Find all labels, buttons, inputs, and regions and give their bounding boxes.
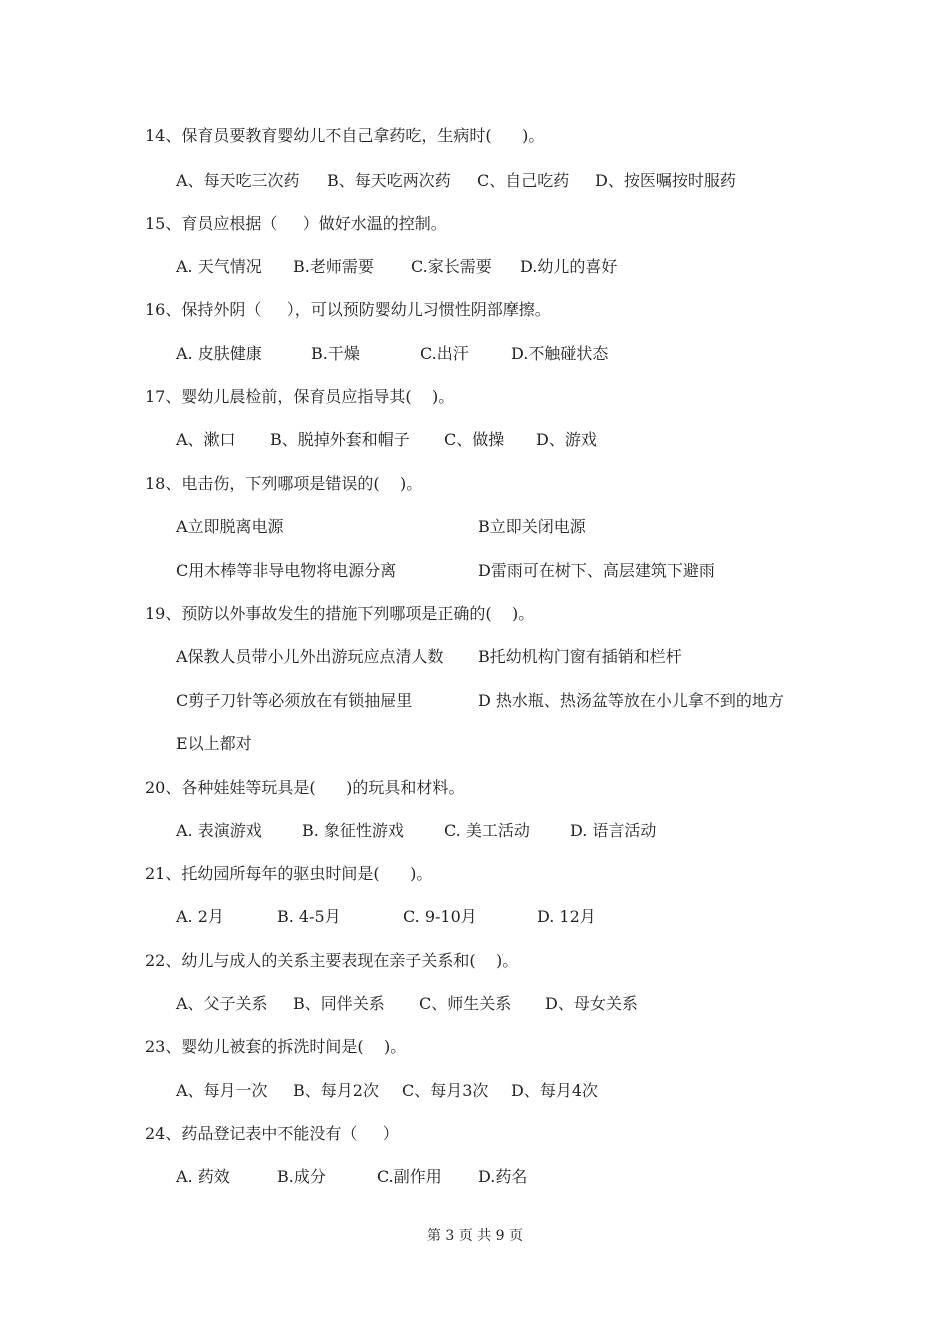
option-d: D、母女关系	[545, 994, 638, 1013]
option-a: A. 皮肤健康	[176, 344, 262, 363]
question-22: 22、幼儿与成人的关系主要表现在亲子关系和( )。	[145, 951, 519, 970]
option-a: A保教人员带小儿外出游玩应点清人数	[176, 647, 444, 666]
option-c: C剪子刀针等必须放在有锁抽屉里	[176, 691, 413, 710]
option-c: C.副作用	[377, 1167, 442, 1186]
option-c: C、做操	[444, 430, 505, 449]
option-d: D. 语言活动	[570, 821, 657, 840]
option-a: A立即脱离电源	[176, 517, 284, 536]
option-a: A、每月一次	[176, 1081, 268, 1100]
option-d: D、按医嘱按时服药	[595, 171, 736, 190]
option-e: E以上都对	[176, 734, 252, 753]
option-b: B立即关闭电源	[478, 517, 586, 536]
option-d: D.幼儿的喜好	[520, 257, 618, 276]
option-a: A. 药效	[176, 1167, 230, 1186]
question-19: 19、预防以外事故发生的措施下列哪项是正确的( )。	[145, 604, 535, 623]
option-b: B. 象征性游戏	[302, 821, 404, 840]
option-b: B. 4-5月	[277, 907, 341, 926]
option-d: D 热水瓶、热汤盆等放在小儿拿不到的地方	[478, 691, 784, 710]
option-d: D雷雨可在树下、高层建筑下避雨	[478, 561, 715, 580]
option-d: D、游戏	[536, 430, 597, 449]
option-c: C.家长需要	[411, 257, 492, 276]
option-b: B.成分	[277, 1167, 326, 1186]
question-24: 24、药品登记表中不能没有（ ）	[145, 1124, 399, 1143]
option-b: B、每月2次	[293, 1081, 379, 1100]
option-c: C. 9-10月	[403, 907, 477, 926]
option-c: C、每月3次	[402, 1081, 489, 1100]
question-17: 17、婴幼儿晨检前，保育员应指导其( )。	[145, 387, 455, 406]
option-a: A、漱口	[176, 430, 236, 449]
option-c: C. 美工活动	[444, 821, 530, 840]
question-20: 20、各种娃娃等玩具是( )的玩具和材料。	[145, 778, 465, 797]
option-d: D. 12月	[537, 907, 596, 926]
question-23: 23、婴幼儿被套的拆洗时间是( )。	[145, 1037, 407, 1056]
option-c: C、师生关系	[419, 994, 512, 1013]
option-a: A. 表演游戏	[176, 821, 262, 840]
option-b: B、同伴关系	[293, 994, 385, 1013]
question-15: 15、育员应根据（ ）做好水温的控制。	[145, 214, 447, 233]
option-d: D.药名	[478, 1167, 528, 1186]
question-21: 21、托幼园所每年的驱虫时间是( )。	[145, 864, 433, 883]
option-b: B、脱掉外套和帽子	[270, 430, 410, 449]
option-d: D.不触碰状态	[511, 344, 609, 363]
question-18: 18、电击伤，下列哪项是错误的( )。	[145, 474, 423, 493]
option-b: B、每天吃两次药	[327, 171, 451, 190]
option-a: A、父子关系	[176, 994, 268, 1013]
page-number-footer: 第 3 页 共 9 页	[426, 1228, 524, 1244]
question-16: 16、保持外阴（ ），可以预防婴幼儿习惯性阴部摩擦。	[145, 300, 551, 319]
option-b: B.老师需要	[293, 257, 374, 276]
option-d: D、每月4次	[511, 1081, 599, 1100]
option-c: C.出汗	[420, 344, 469, 363]
option-c: C、自己吃药	[477, 171, 570, 190]
option-c: C用木棒等非导电物将电源分离	[176, 561, 397, 580]
question-14: 14、保育员要教育婴幼儿不自己拿药吃，生病时( )。	[145, 126, 545, 145]
option-a: A、每天吃三次药	[176, 171, 300, 190]
option-a: A. 天气情况	[176, 257, 262, 276]
option-a: A. 2月	[176, 907, 224, 926]
option-b: B.干燥	[311, 344, 360, 363]
option-b: B托幼机构门窗有插销和栏杆	[478, 647, 682, 666]
